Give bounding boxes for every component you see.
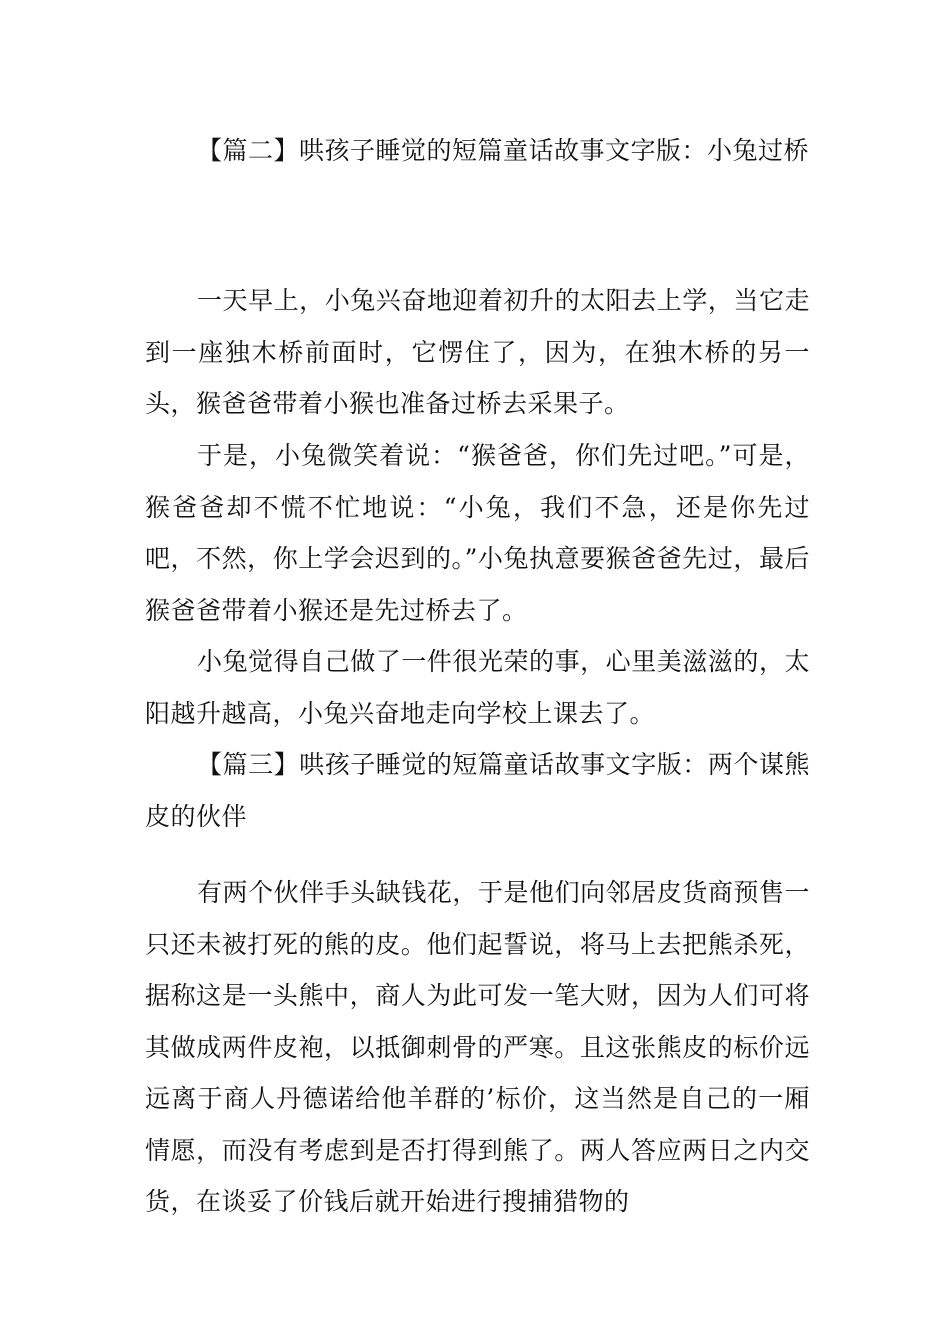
story-2-paragraph-3: 小兔觉得自己做了一件很光荣的事，心里美滋滋的，太阳越升越高，小兔兴奋地走向学校上课去了。	[145, 647, 810, 728]
section-heading-2: 【篇二】哄孩子睡觉的短篇童话故事文字版：小兔过桥	[197, 136, 810, 165]
story-2-paragraph-2: 于是，小兔微笑着说：“猴爸爸，你们先过吧。”可是，猴爸爸却不慌不忙地说：“小兔，我们不急，还是你先过吧，不然，你上学会迟到的。”小兔执意要猴爸爸先过，最后猴爸爸带着小猴还是先过桥去了。	[145, 441, 810, 625]
section-heading-3: 【篇三】哄孩子睡觉的短篇童话故事文字版：两个谋熊皮的伙伴	[145, 750, 810, 831]
story-3-paragraph-1: 有两个伙伴手头缺钱花，于是他们向邻居皮货商预售一只还未被打死的熊的皮。他们起誓说，将马上去把熊杀死，据称这是一头熊中，商人为此可发一笔大财，因为人们可将其做成两件皮袍，以抵御刺骨的严寒。且这张熊皮的标价远远离于商人丹德诺给他羊群的’标价，这当然是自己的一厢情愿，而没有考虑到是否打得到熊了。两人答应两日之内交货，在谈妥了价钱后就开始进行搜捕猎物的	[145, 878, 810, 1216]
story-2-paragraph-1: 一天早上，小兔兴奋地迎着初升的太阳去上学，当它走到一座独木桥前面时，它愣住了，因为，在独木桥的另一头，猴爸爸带着小猴也准备过桥去采果子。	[145, 286, 810, 418]
